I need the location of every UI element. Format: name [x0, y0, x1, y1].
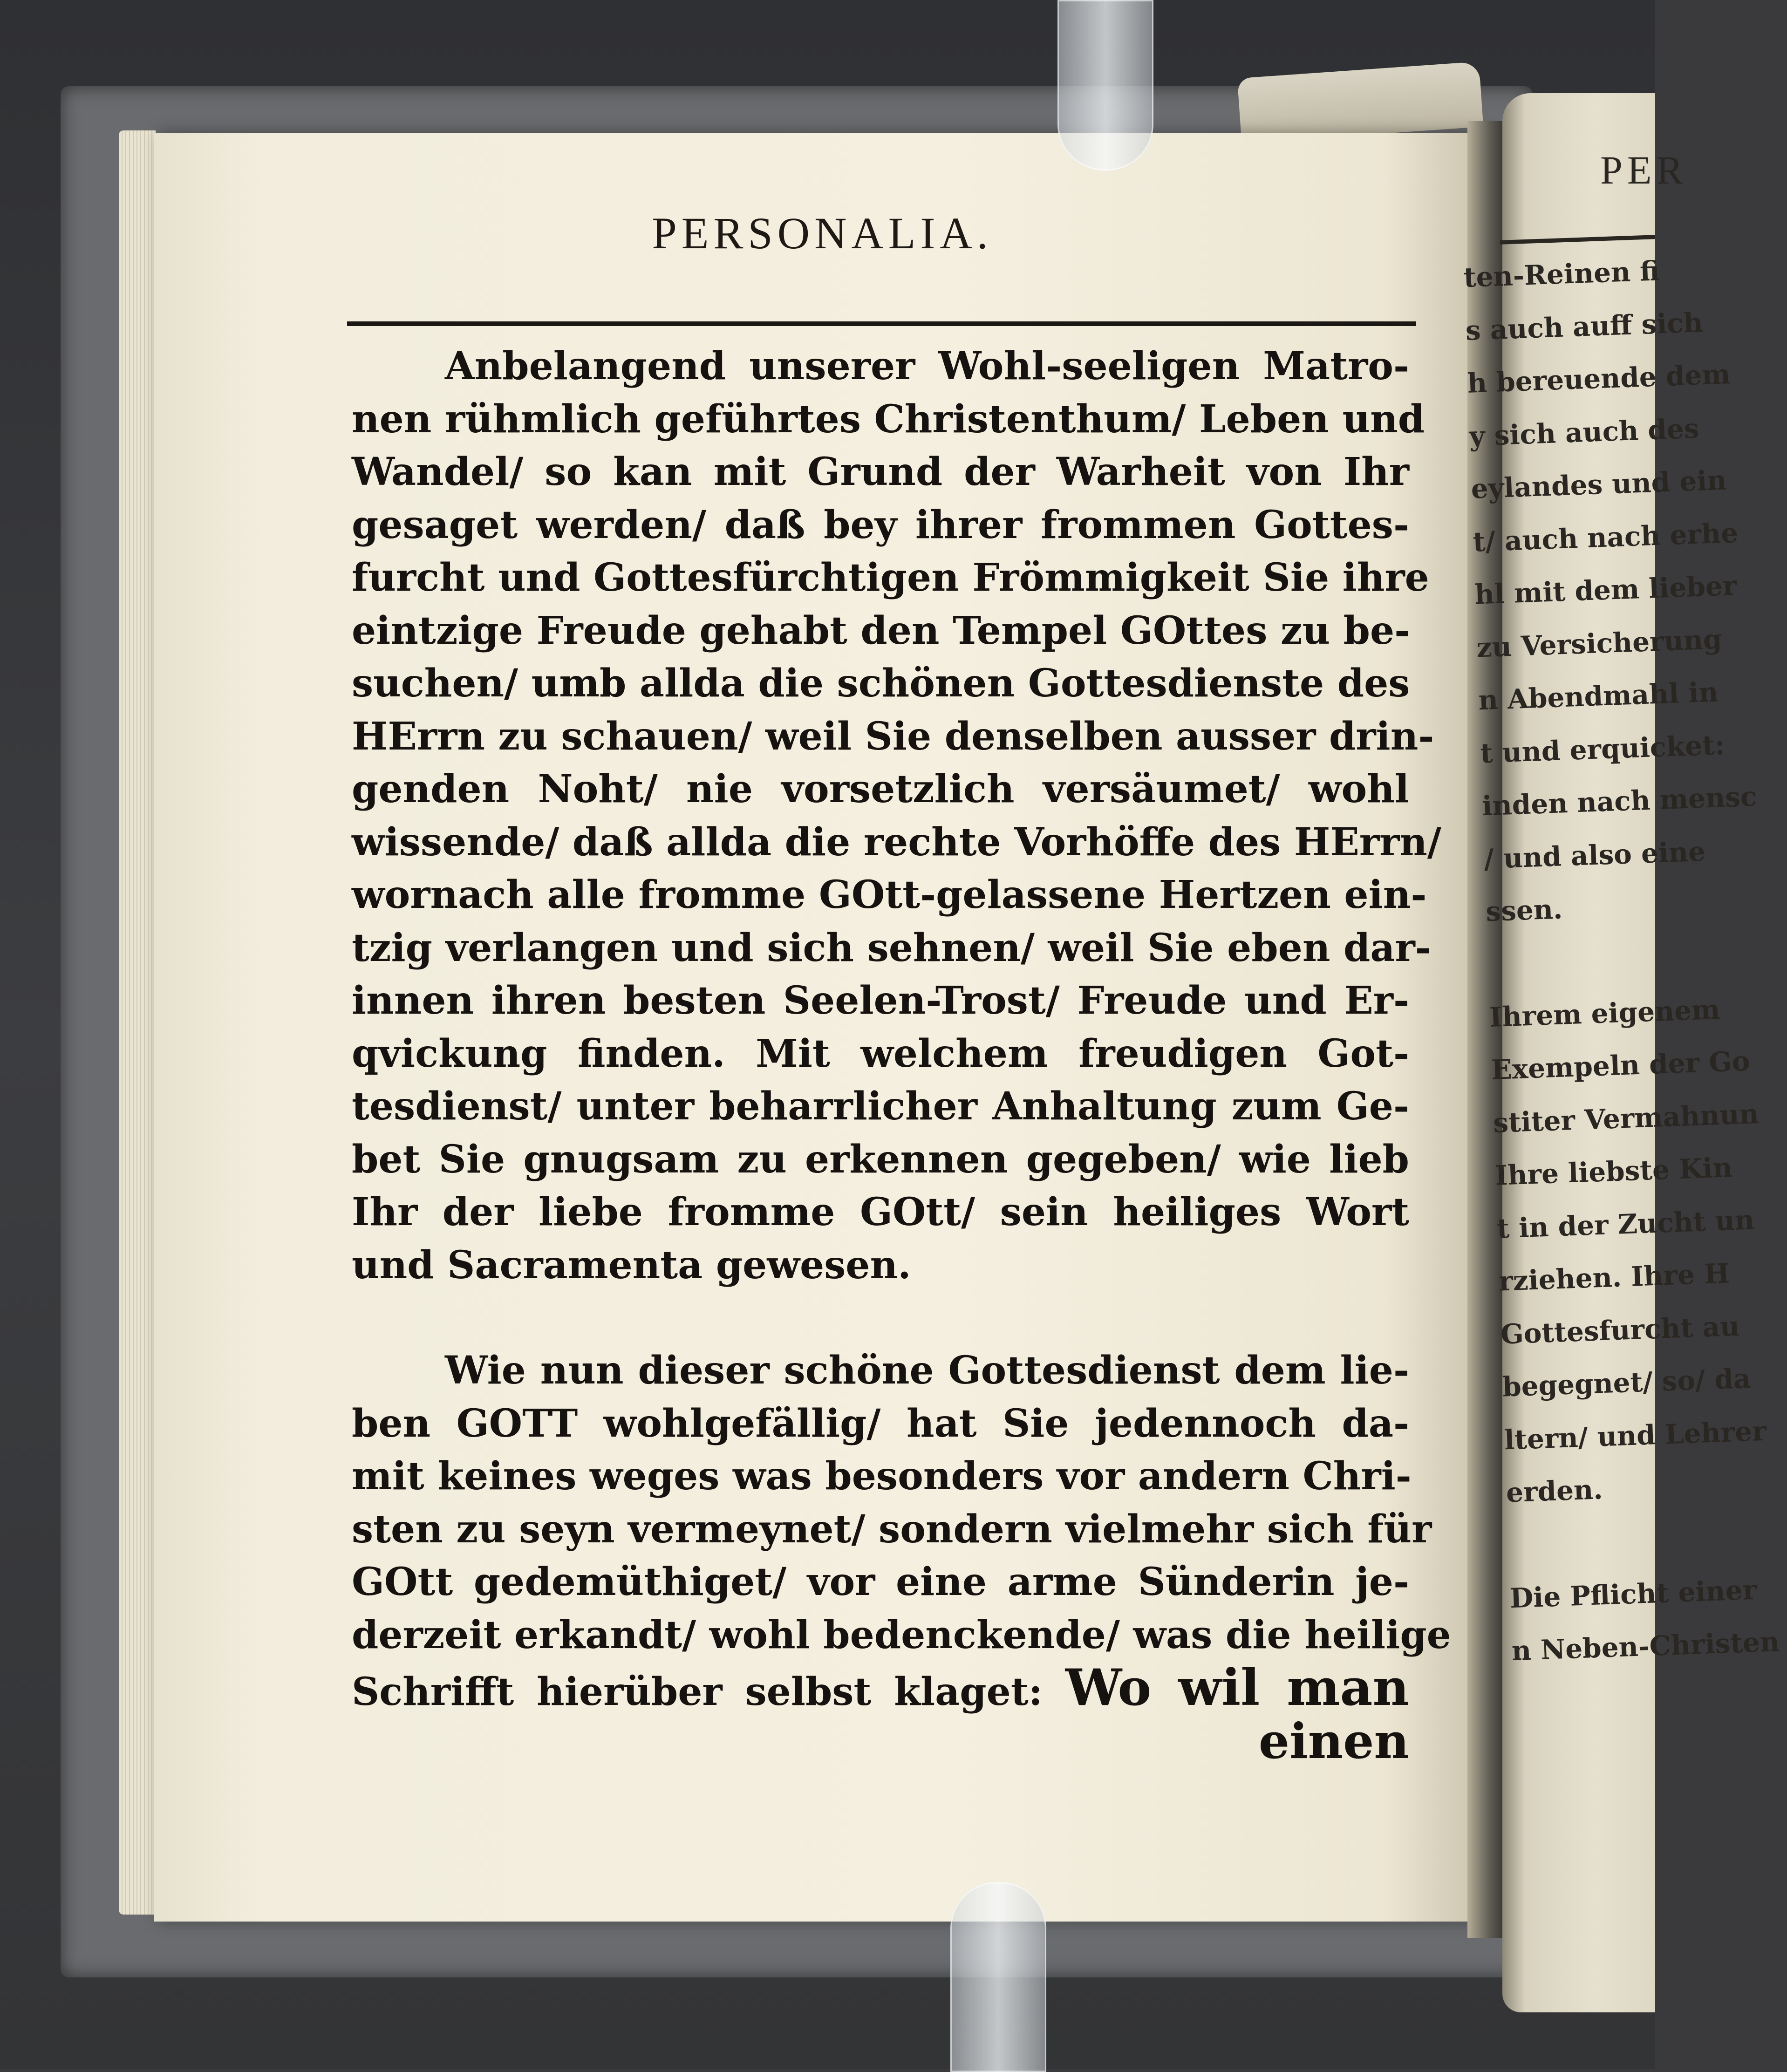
- right-text-line: rziehen. Ihre H: [1498, 1257, 1730, 1297]
- page-edges: [119, 130, 156, 1915]
- right-text-line: t und erquicket:: [1480, 729, 1726, 769]
- right-text-line: n Abendmahl in: [1478, 676, 1719, 716]
- text-line: wissende/ daß allda die rechte Vorhöffe des HErrn/: [352, 819, 1441, 865]
- right-text-line: Exempeln der Go: [1491, 1045, 1751, 1086]
- text-line: gesaget werden/ daß bey ihrer frommen Gottes-: [352, 502, 1409, 547]
- text-line: Wandel/ so kan mit Grund der Warheit von Ihr: [352, 450, 1409, 494]
- right-text-line: t in der Zucht un: [1496, 1203, 1755, 1245]
- text-line: Anbelangend unserer Wohl-seeligen Matro-: [445, 344, 1409, 388]
- text-line: und Sacramenta gewesen.: [352, 1242, 911, 1288]
- text-line: mit keines weges was besonders vor andern Chri-: [352, 1454, 1412, 1499]
- text-line: suchen/ umb allda die schönen Gottesdienste des: [352, 661, 1410, 706]
- head-rule: [347, 321, 1416, 326]
- right-text-line: Gottesfurcht au: [1500, 1310, 1740, 1350]
- closing-line-emphasis: Wo wil man: [1065, 1658, 1409, 1717]
- top-clip: [1057, 0, 1153, 170]
- right-text-line: zu Versicherung: [1476, 623, 1723, 663]
- right-text-line: / und also eine: [1483, 835, 1706, 875]
- right-text-line: begegnet/ so/ da: [1501, 1362, 1752, 1403]
- text-line: innen ihren besten Seelen-Trost/ Freude und Er-: [352, 978, 1409, 1023]
- body-text: [352, 340, 1451, 1770]
- text-line: Ihr der liebe fromme GOtt/ sein heiliges Wort: [352, 1190, 1409, 1234]
- closing-line: [352, 1658, 1409, 1717]
- text-line: HErrn zu schauen/ weil Sie denselben ausser drin-: [352, 714, 1434, 759]
- right-text-line: t/ auch nach erhe: [1472, 517, 1739, 558]
- text-line: genden Noht/ nie vorsetzlich versäumet/ wohl: [352, 767, 1409, 811]
- right-text-line: n Neben-Christen: [1511, 1626, 1780, 1667]
- right-text-line: Die Pflicht einer: [1509, 1574, 1758, 1614]
- right-text-line: Ihre liebste Kin: [1494, 1152, 1733, 1192]
- right-text-line: stiter Vermahnun: [1493, 1097, 1760, 1139]
- closing-line-text: Schrifft hierüber selbst klaget:: [352, 1670, 1043, 1714]
- right-text-line: Ihrem eigenem: [1489, 993, 1721, 1033]
- text-line: wornach alle fromme GOtt-gelassene Hertzen ein-: [352, 872, 1427, 917]
- right-text-line: ssen.: [1485, 893, 1563, 928]
- bottom-clip: [950, 1882, 1046, 2072]
- right-text-line: h bereuende dem: [1466, 358, 1731, 399]
- right-text-line: erden.: [1505, 1473, 1603, 1509]
- text-line: tesdienst/ unter beharrlicher Anhaltung zum Ge-: [352, 1084, 1409, 1129]
- text-line: qvickung finden. Mit welchem freudigen Got-: [352, 1031, 1409, 1076]
- paragraph-1: [352, 340, 1441, 1292]
- text-line: furcht und Gottesfürchtigen Frömmigkeit Sie ihre: [352, 555, 1429, 600]
- text-line: sten zu seyn vermeynet/ sondern vielmehr sich für: [352, 1506, 1432, 1552]
- right-text-line: y sich auch des: [1468, 412, 1700, 452]
- right-running-head: PER: [1600, 148, 1688, 192]
- text-line: tzig verlangen und sich sehnen/ weil Sie eben dar-: [352, 925, 1431, 970]
- right-text-line: eylandes und ein: [1470, 464, 1727, 505]
- right-text-line: hl mit dem lieber: [1474, 569, 1738, 611]
- text-line: eintzige Freude gehabt den Tempel GOttes zu be-: [352, 608, 1411, 653]
- right-text-line: ten-Reinen fi: [1463, 255, 1660, 293]
- text-line: nen rühmlich geführtes Christenthum/ Leben und: [352, 396, 1425, 442]
- right-text-line: inden nach mensc: [1481, 780, 1758, 822]
- running-head: PERSONALIA.: [652, 208, 993, 258]
- right-text-line: s auch auff sich: [1465, 306, 1704, 347]
- text-line: Wie nun dieser schöne Gottesdienst dem lie-: [445, 1348, 1409, 1393]
- text-line: derzeit erkandt/ wohl bedenckende/ was die heilige: [352, 1612, 1451, 1657]
- text-line: ben GOTT wohlgefällig/ hat Sie jedennoch da-: [352, 1401, 1409, 1446]
- paragraph-2: [352, 1344, 1451, 1662]
- catchword: einen: [1258, 1712, 1409, 1770]
- text-line: bet Sie gnugsam zu erkennen gegeben/ wie lieb: [352, 1137, 1409, 1182]
- right-text-line: ltern/ und Lehrer: [1503, 1415, 1767, 1456]
- text-line: GOtt gedemüthiget/ vor eine arme Sünderin je-: [352, 1560, 1409, 1604]
